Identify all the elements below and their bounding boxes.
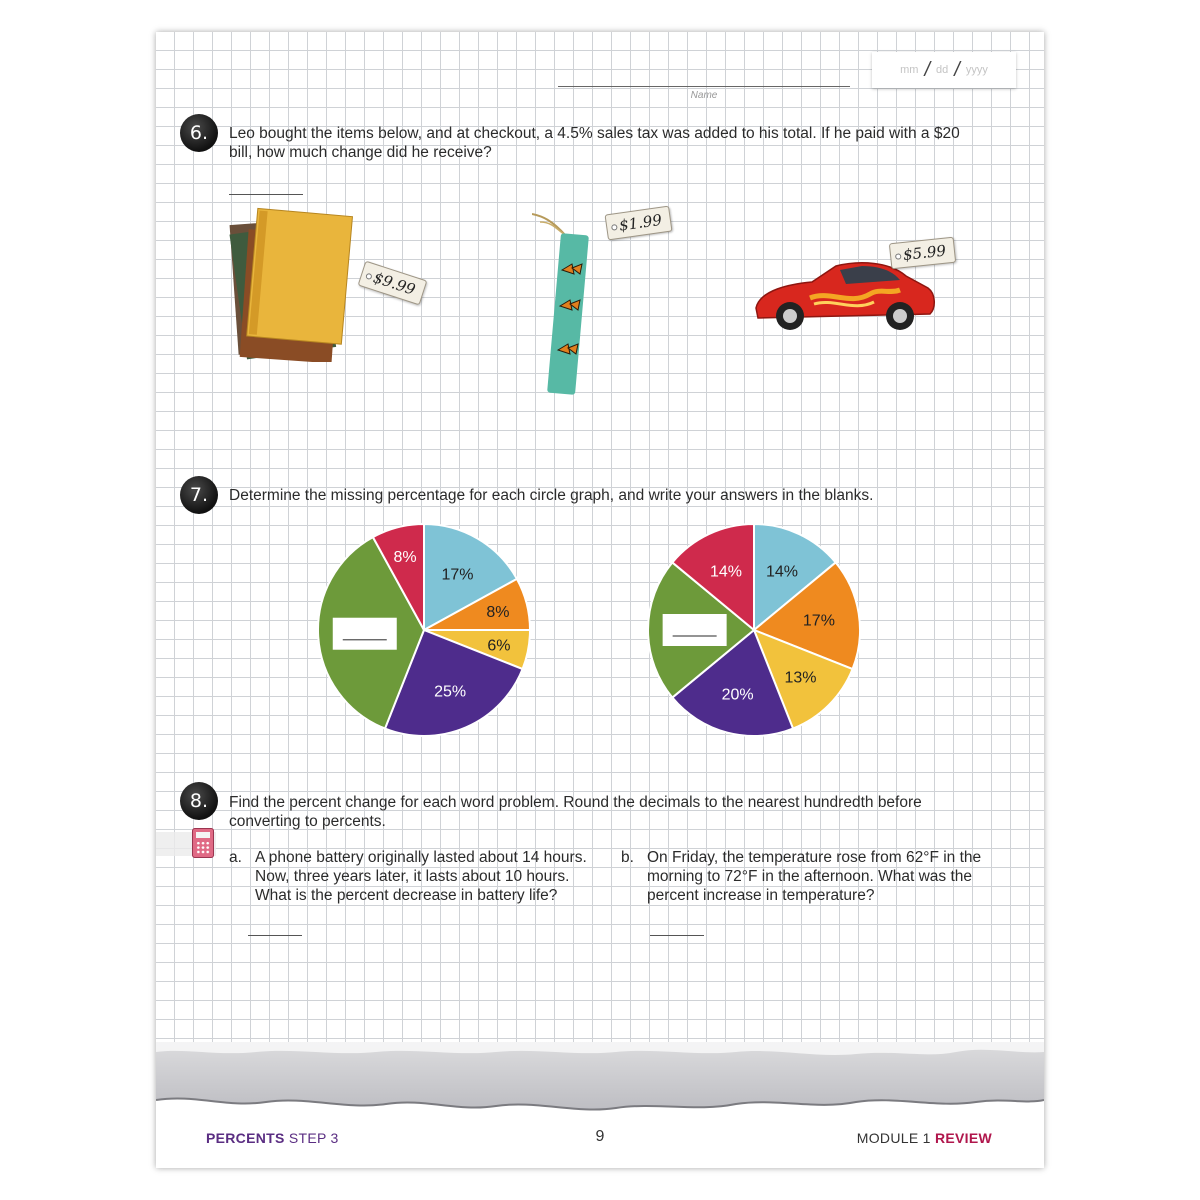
question-8a-text bbox=[255, 848, 587, 905]
question-8a-answer-blank[interactable] bbox=[248, 935, 302, 936]
question-7-number: 7. bbox=[180, 476, 218, 514]
question-8a-letter: a. bbox=[229, 849, 242, 866]
question-6-number: 6. bbox=[180, 114, 218, 152]
footer-module bbox=[857, 1130, 992, 1146]
question-6-line-2: bill, how much change did he receive? bbox=[229, 144, 492, 161]
question-8a-line: Now, three years later, it lasts about 10 hours. bbox=[255, 868, 570, 885]
red-toy-car-icon bbox=[750, 254, 940, 344]
date-month-placeholder: mm bbox=[900, 64, 919, 76]
bookmark-price-tag: $1.99 bbox=[605, 206, 673, 241]
footer-module-label: MODULE 1 bbox=[856, 1130, 931, 1146]
pie-slice-label: 17% bbox=[441, 566, 474, 584]
question-6-answer-blank[interactable] bbox=[229, 194, 303, 195]
pie-slice-label: 6% bbox=[487, 637, 511, 655]
question-8-line-1: Find the percent change for each word problem. Round the decimals to the nearest hundredth before bbox=[229, 794, 922, 811]
calculator-icon bbox=[192, 828, 214, 858]
date-slash: / bbox=[954, 58, 960, 81]
question-8-line-2: converting to percents. bbox=[229, 813, 386, 830]
pie-slice-label: 25% bbox=[434, 683, 467, 701]
worksheet-page bbox=[156, 32, 1044, 1168]
missing-percent-answer-box[interactable] bbox=[333, 618, 397, 650]
footer-brand: PERCENTS bbox=[206, 1130, 285, 1146]
pie-slice-label: 8% bbox=[393, 549, 417, 567]
book-stack-icon bbox=[226, 202, 366, 362]
page-footer bbox=[156, 1126, 1044, 1150]
date-field[interactable] bbox=[872, 52, 1016, 88]
question-8-number: 8. bbox=[180, 782, 218, 820]
question-6-text bbox=[229, 124, 960, 162]
date-day-placeholder: dd bbox=[936, 64, 949, 76]
question-8b-line: morning to 72°F in the afternoon. What was the bbox=[647, 868, 972, 885]
name-label: Name bbox=[690, 90, 718, 101]
pie-slice-label: 14% bbox=[710, 563, 743, 581]
car-price-tag: $5.99 bbox=[889, 237, 956, 270]
butterfly-bookmark-icon bbox=[532, 210, 602, 410]
question-8b-answer-blank[interactable] bbox=[650, 935, 704, 936]
pie-slice-label: 20% bbox=[721, 686, 754, 704]
question-8a-line: What is the percent decrease in battery life? bbox=[255, 887, 558, 904]
page-number: 9 bbox=[595, 1128, 605, 1145]
question-7-text: Determine the missing percentage for each circle graph, and write your answers in the blanks. bbox=[229, 487, 874, 504]
question-8a bbox=[229, 848, 609, 908]
question-6-line-1: Leo bought the items below, and at checkout, a 4.5% sales tax was added to his total. If he paid with a $20 bbox=[229, 125, 960, 142]
circle-graph-1 bbox=[314, 520, 534, 745]
footer-review-label: REVIEW bbox=[934, 1130, 992, 1146]
name-field-line[interactable] bbox=[558, 86, 850, 87]
question-8-text bbox=[229, 793, 922, 831]
footer-step: STEP 3 bbox=[288, 1130, 339, 1146]
missing-percent-answer-box[interactable] bbox=[663, 614, 727, 646]
question-8b-text bbox=[647, 848, 981, 905]
question-8a-line: A phone battery originally lasted about 14 hours. bbox=[255, 849, 587, 866]
pie-slice-label: 8% bbox=[486, 604, 510, 622]
question-8b bbox=[621, 848, 1001, 908]
question-8b-letter: b. bbox=[621, 849, 634, 866]
circle-graph-2 bbox=[644, 520, 864, 745]
date-slash: / bbox=[924, 58, 931, 81]
pie-slice-label: 14% bbox=[765, 563, 798, 581]
pie-slice-label: 13% bbox=[784, 669, 817, 687]
books-price-tag: $9.99 bbox=[358, 261, 428, 306]
question-8b-line: percent increase in temperature? bbox=[647, 887, 875, 904]
question-8b-line: On Friday, the temperature rose from 62°F in the bbox=[647, 849, 982, 866]
pie-slice-label: 17% bbox=[802, 612, 835, 630]
date-year-placeholder: yyyy bbox=[965, 64, 988, 76]
